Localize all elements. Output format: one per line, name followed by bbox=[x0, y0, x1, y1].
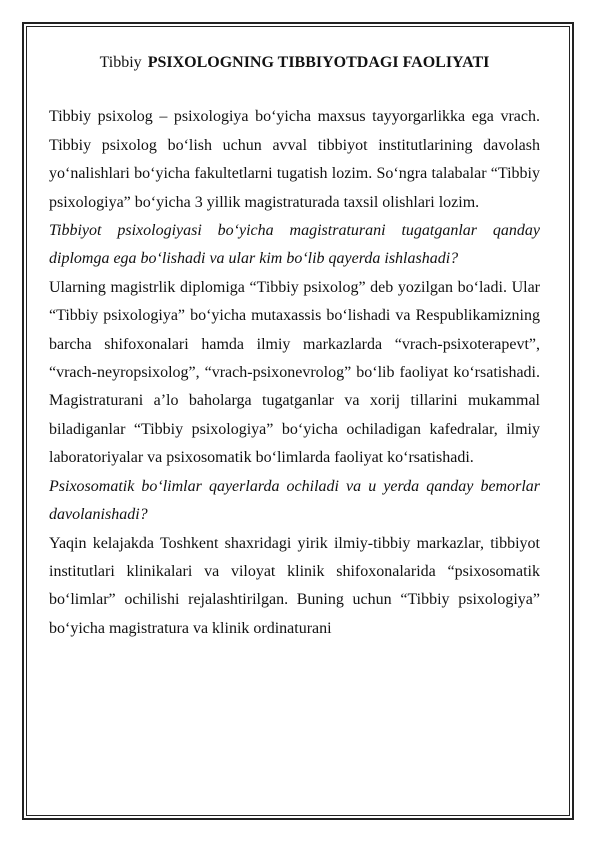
paragraph-diploma-answer: Ularning magistrlik diplomiga “Tibbiy psixolog” deb yozilgan bo‘ladi. Ular “Tibbiy psixologiya” bo‘yicha mutaxassis bo‘lishadi va Respublikamizning barcha shifoxonalari hamda ilmiy markazlarda “vrach-psixoterapevt”, “vrach-neyropsixolog”, “vrach-psixonevrolog” bo‘lib faoliyat ko‘rsatishadi. Magistraturani a’lo baholarga tugatganlar va xorij tillarini mukammal biladiganlar “Tibbiy psixologiya” bo‘yicha ochiladigan kafedralar, ilmiy laboratoriyalar va psixosomatik bo‘limlarda faoliyat ko‘rsatishadi. bbox=[49, 278, 540, 467]
document-title bbox=[49, 49, 540, 77]
question-psychosomatic: Psixosomatik bo‘limlar qayerlarda ochiladi va u yerda qanday bemorlar davolanishadi? bbox=[49, 477, 540, 524]
title-main: PSIXOLOGNING TIBBIYOTDAGI FAOLIYATI bbox=[147, 54, 490, 71]
title-lead: Tibbiy bbox=[99, 54, 142, 71]
paragraph-psychosomatic-answer: Yaqin kelajakda Toshkent shaxridagi yirik ilmiy-tibbiy markazlar, tibbiyot institutlari klinikalari va viloyat klinik shifoxonalarida “psixosomatik bo‘limlar” ochilishi rejalashtirilgan. Buning uchun “Tibbiy psixologiya” bo‘yicha magistratura va klinik ordinaturani bbox=[49, 534, 540, 637]
question-diploma: Tibbiyot psixologiyasi bo‘yicha magistraturani tugatganlar qanday diplomga ega bo‘lishadi va ular kim bo‘lib qayerda ishlashadi? bbox=[49, 222, 540, 268]
paragraph-intro: Tibbiy psixolog – psixologiya bo‘yicha maxsus tayyorgarlikka ega vrach. Tibbiy psixolog bo‘lish uchun avval tibbiyot institutlarining davolash yo‘nalishlari bo‘yicha fakultetlarni tugatish lozim. So‘ngra talabalar “Tibbiy psixologiya” bo‘yicha 3 yillik magistraturada taxsil olishlari lozim. bbox=[49, 108, 540, 211]
document-body bbox=[49, 49, 540, 643]
